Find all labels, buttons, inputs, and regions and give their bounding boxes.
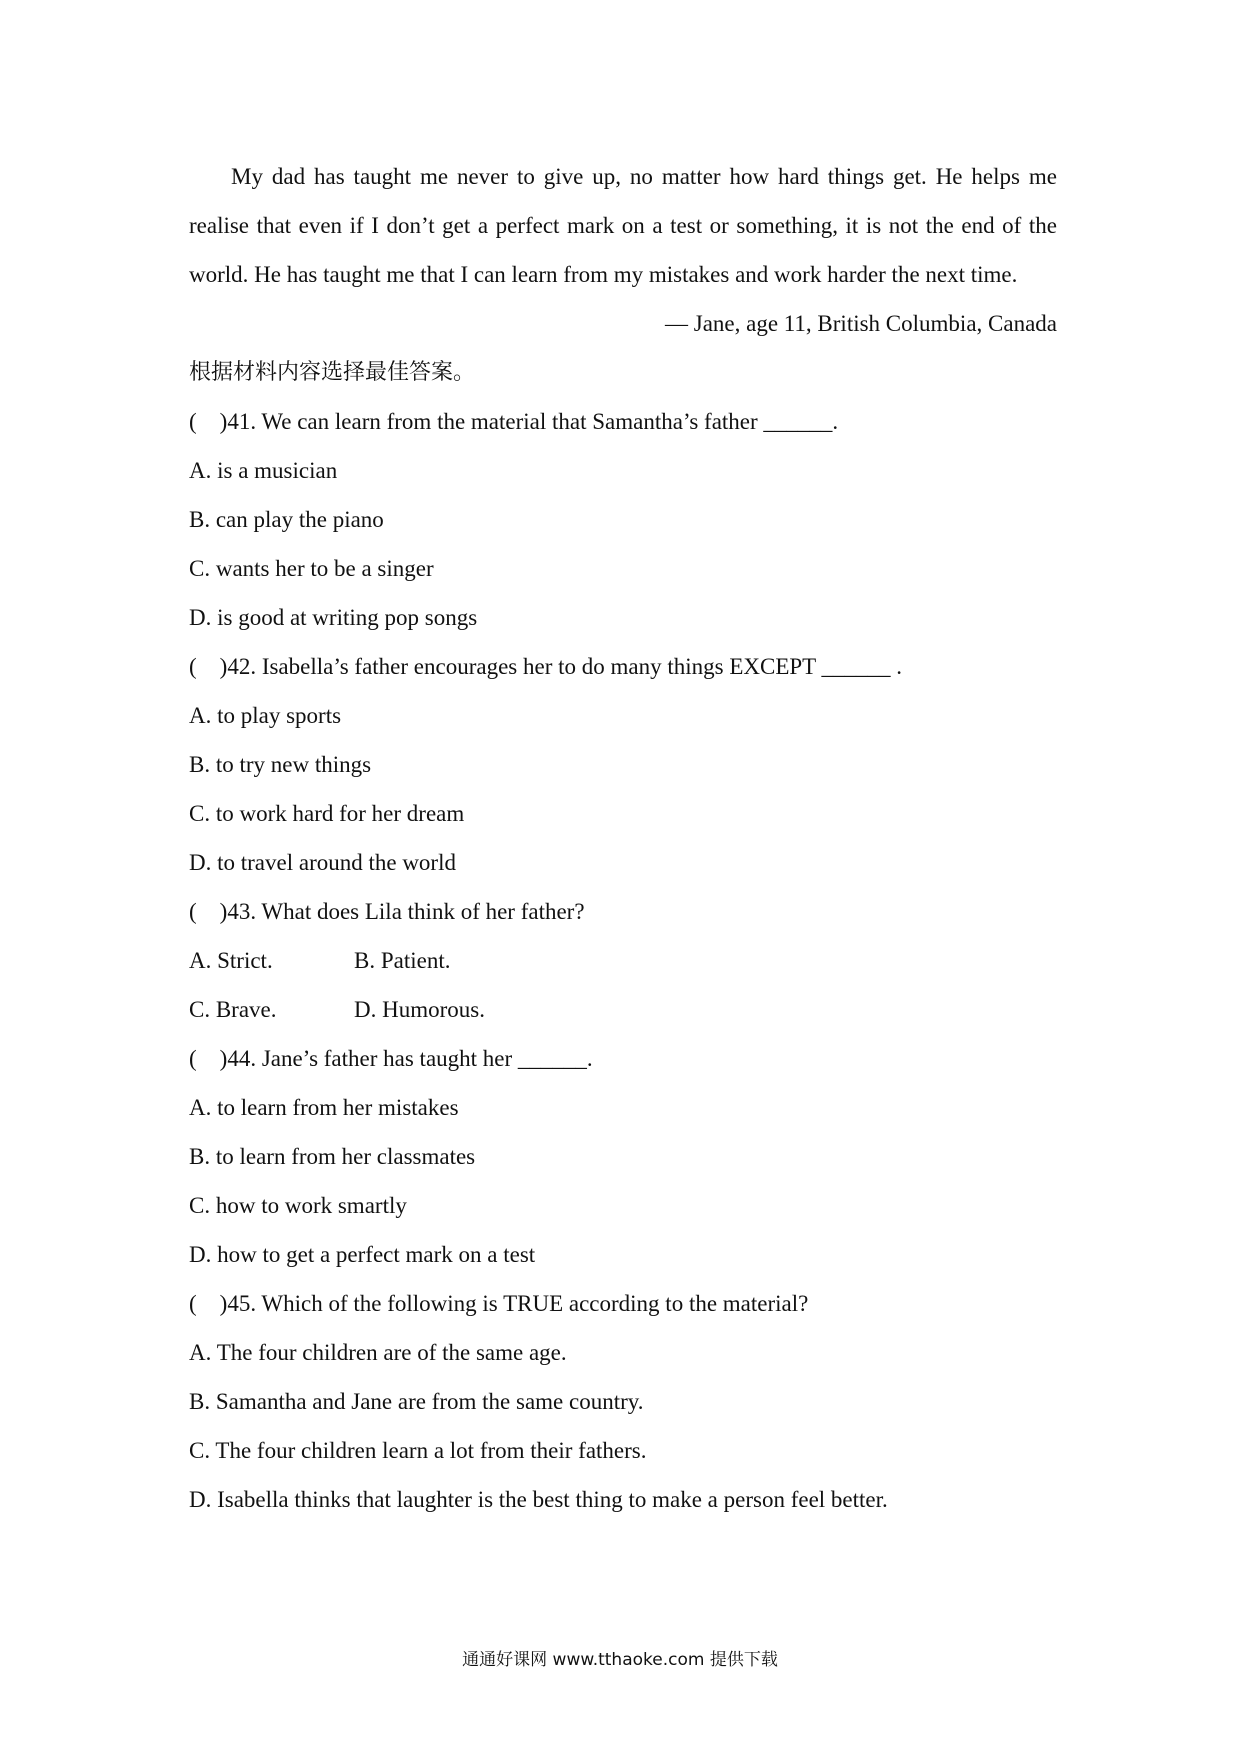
question-44-stem: ( )44. Jane’s father has taught her ______. <box>189 1046 593 1071</box>
question-43-option-a: A. Strict. <box>189 948 273 973</box>
question-42-option-b: B. to try new things <box>189 752 372 777</box>
question-43-options-row-2 <box>189 985 1057 1034</box>
question-45-stem: ( )45. Which of the following is TRUE according to the material? <box>189 1291 809 1316</box>
question-41-option-c: C. wants her to be a singer <box>189 556 434 581</box>
passage-paragraph: My dad has taught me never to give up, no matter how hard things get. He helps me realise that even if I don’t get a perfect mark on a test or something, it is not the end of the world. He has taught me that I can learn from my mistakes and work harder the next time. <box>189 164 1057 287</box>
question-43-option-b: B. Patient. <box>354 948 451 973</box>
question-43-options-row-1 <box>189 936 1057 985</box>
question-41-option-d: D. is good at writing pop songs <box>189 605 478 630</box>
question-43-stem: ( )43. What does Lila think of her father? <box>189 899 585 924</box>
question-45-option-d: D. Isabella thinks that laughter is the best thing to make a person feel better. <box>189 1487 888 1512</box>
question-43-option-c: C. Brave. <box>189 997 277 1022</box>
question-42-option-c: C. to work hard for her dream <box>189 801 465 826</box>
question-42-option-a: A. to play sports <box>189 703 342 728</box>
question-43-option-d: D. Humorous. <box>354 997 485 1022</box>
question-44-option-a: A. to learn from her mistakes <box>189 1095 459 1120</box>
question-41-option-b: B. can play the piano <box>189 507 384 532</box>
question-42-option-d: D. to travel around the world <box>189 850 456 875</box>
question-41-option-a: A. is a musician <box>189 458 338 483</box>
question-45-option-a: A. The four children are of the same age. <box>189 1340 567 1365</box>
question-44-option-c: C. how to work smartly <box>189 1193 407 1218</box>
instruction-text: 根据材料内容选择最佳答案。 <box>189 360 476 385</box>
question-42-stem: ( )42. Isabella’s father encourages her to do many things EXCEPT ______ . <box>189 654 903 679</box>
question-44-option-d: D. how to get a perfect mark on a test <box>189 1242 536 1267</box>
question-44-option-b: B. to learn from her classmates <box>189 1144 476 1169</box>
passage-signature: — Jane, age 11, British Columbia, Canada <box>665 311 1057 336</box>
question-45-option-b: B. Samantha and Jane are from the same country. <box>189 1389 644 1414</box>
question-45-option-c: C. The four children learn a lot from their fathers. <box>189 1438 647 1463</box>
question-41-stem: ( )41. We can learn from the material that Samantha’s father ______. <box>189 409 839 434</box>
page-footer: 通通好课网 www.tthaoke.com 提供下载 <box>462 1650 778 1670</box>
document-body <box>189 152 1057 1524</box>
